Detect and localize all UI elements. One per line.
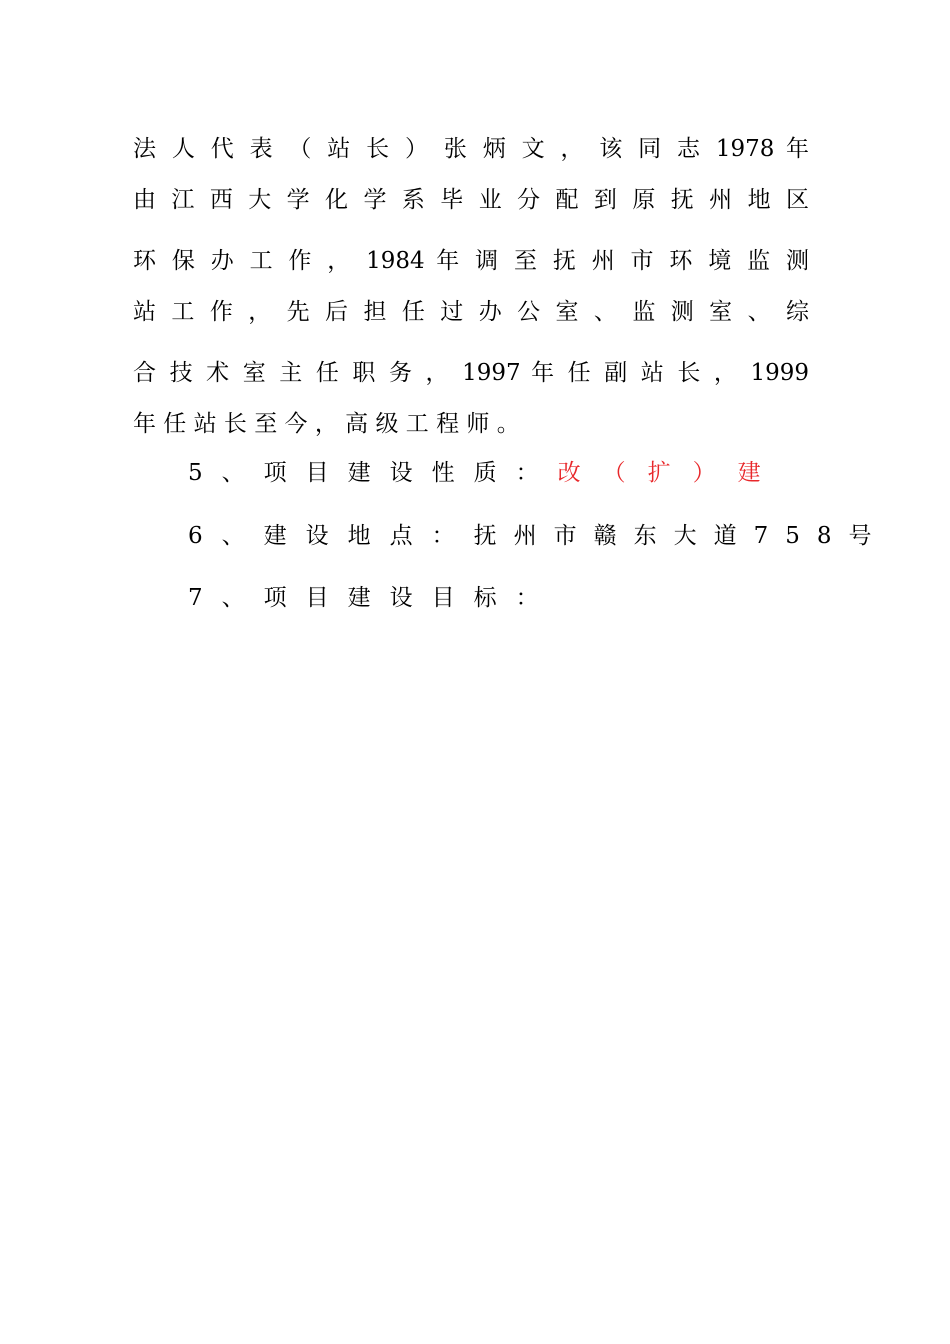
item-project-nature [188, 456, 783, 490]
item-value-highlight: 改（扩）建 [557, 460, 783, 486]
paragraph-line-last [133, 407, 809, 441]
paragraph-line: 站 工 作 ， 先 后 担 任 过 办 公 室 、 监 测 室 、 综 [133, 299, 809, 325]
paragraph-line: 法 人 代 表 （ 站 长 ） 张 炳 文 ， 该 同 志 1978 年 [133, 136, 809, 162]
item-label: 7、项目建设目标： [188, 585, 558, 611]
item-label: 6、建设地点： [188, 523, 474, 549]
paragraph-line-text: 年 任 站 长 至 今 ， 高 级 工 程 师 。 [133, 411, 520, 437]
item-project-location [188, 519, 889, 553]
paragraph-line: 环 保 办 工 作 ， 1984 年 调 至 抚 州 市 环 境 监 测 [133, 248, 809, 274]
paragraph-line: 合 技 术 室 主 任 职 务 ， 1997 年 任 副 站 长 ， 1999 [133, 360, 809, 386]
paragraph-line: 由 江 西 大 学 化 学 系 毕 业 分 配 到 原 抚 州 地 区 [133, 187, 809, 213]
item-label: 5、项目建设性质： [188, 460, 558, 486]
item-project-goal [188, 581, 558, 615]
item-value: 抚州市赣东大道758号 [473, 523, 889, 549]
